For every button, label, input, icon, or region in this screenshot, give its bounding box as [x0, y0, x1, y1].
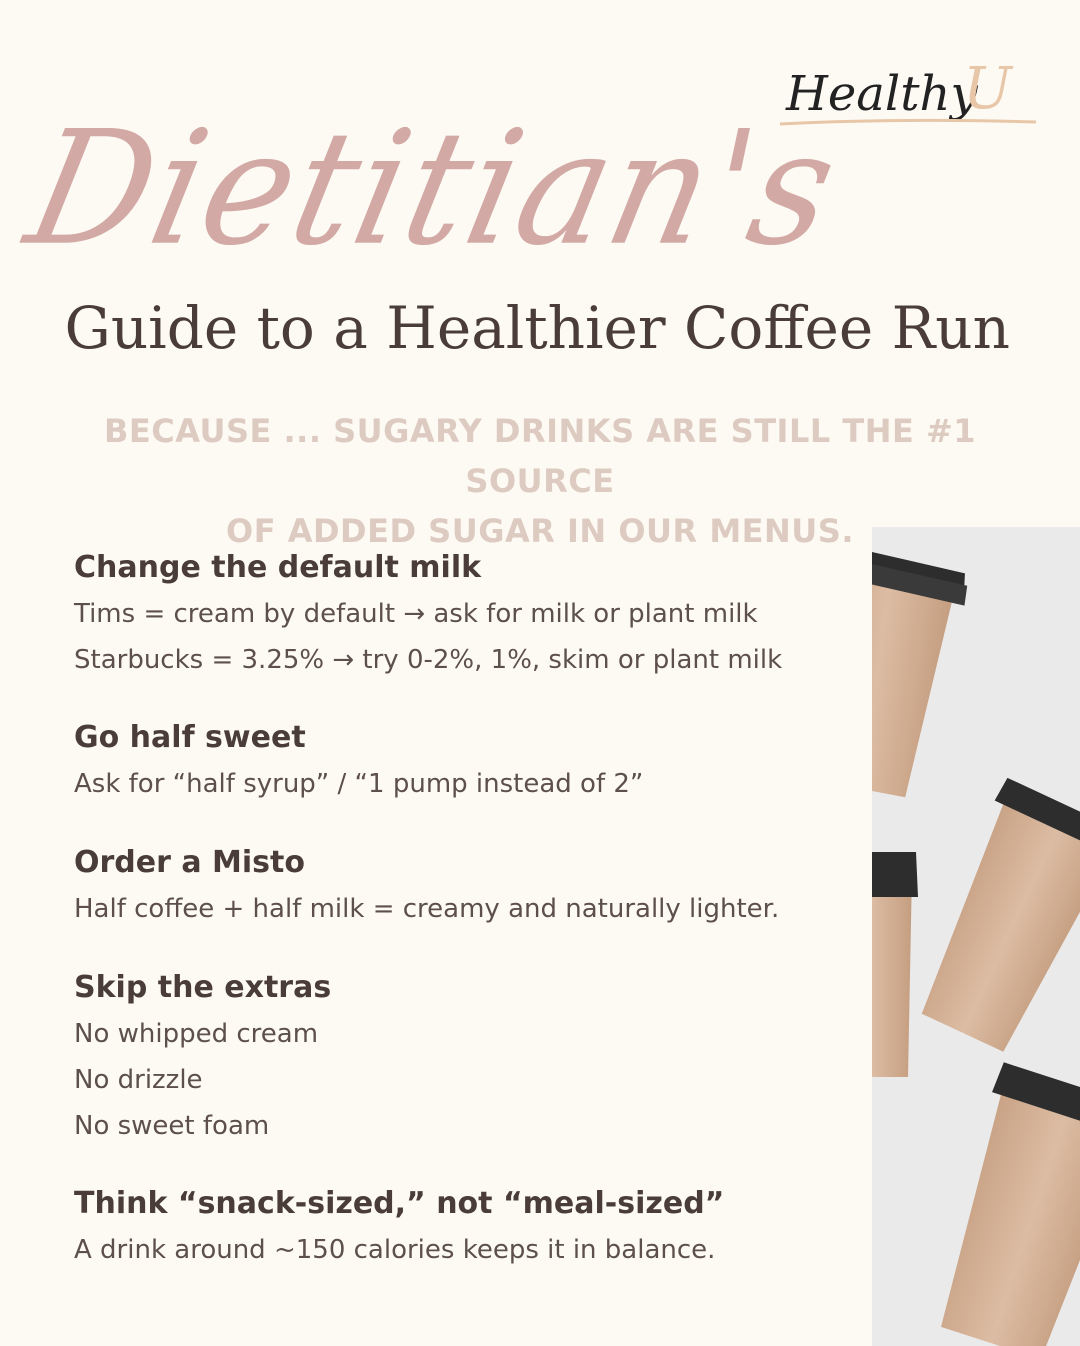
coffee-cups-icon — [872, 527, 1080, 1346]
page-title: Guide to a Healthier Coffee Run — [64, 294, 1010, 362]
tip-line: No drizzle — [74, 1065, 203, 1095]
tip-half-sweet — [74, 715, 643, 807]
tip-title: Skip the extras — [74, 970, 332, 1005]
logo-text-accent: U — [963, 54, 1012, 122]
tagline-line-2: OF ADDED SUGAR IN OUR MENUS. — [226, 512, 854, 550]
tip-misto — [74, 840, 779, 932]
tip-line: Tims = cream by default → ask for milk or plant milk — [74, 599, 758, 629]
cup-2 — [900, 777, 1080, 1062]
cup-1 — [872, 542, 971, 801]
tip-line: No whipped cream — [74, 1019, 319, 1049]
tip-line: A drink around ~150 calories keeps it in balance. — [74, 1235, 716, 1265]
script-title: Dietitian's — [13, 97, 853, 281]
tip-title: Change the default milk — [74, 550, 482, 585]
tip-line: Starbucks = 3.25% → try 0-2%, 1%, skim or plant milk — [74, 645, 783, 675]
coffee-cups-photo — [872, 527, 1080, 1346]
tip-line: No sweet foam — [74, 1111, 270, 1141]
tip-title: Go half sweet — [74, 720, 306, 755]
tip-line: Half coffee + half milk = creamy and naturally lighter. — [74, 894, 780, 924]
cup-4 — [918, 1062, 1080, 1346]
tagline-line-1: BECAUSE ... SUGARY DRINKS ARE STILL THE #1 SOURCE — [103, 412, 977, 500]
tip-title: Order a Misto — [74, 845, 305, 880]
logo-text-main: Healthy — [786, 66, 978, 122]
cup-3 — [872, 852, 918, 1077]
tip-title: Think “snack-sized,” not “meal-sized” — [74, 1186, 725, 1221]
tip-snack-sized — [74, 1181, 724, 1273]
tip-skip-extras — [74, 965, 331, 1149]
tip-change-milk — [74, 545, 782, 683]
tip-line: Ask for “half syrup” / “1 pump instead of 2” — [74, 769, 644, 799]
